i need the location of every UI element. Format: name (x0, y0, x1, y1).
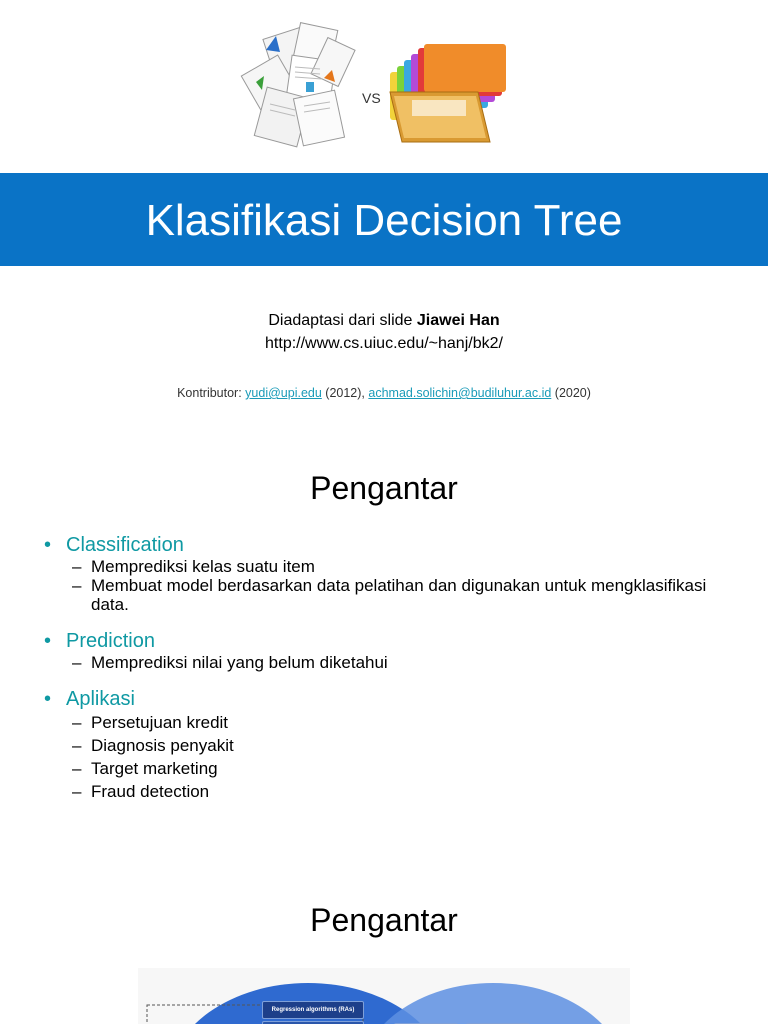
intro-slide-2 (0, 864, 768, 1024)
contributors-line (0, 385, 768, 401)
contributor-year-2: (2020) (551, 386, 591, 400)
venn-shapes (138, 968, 630, 1024)
source-url: http://www.cs.uiuc.edu/~hanj/bk2/ (265, 335, 503, 352)
sub-item: – Target marketing (72, 759, 218, 778)
vs-label: VS (362, 90, 381, 106)
sub-item: – Diagnosis penyakit (72, 736, 234, 755)
regression-algorithms-box: Regression algorithms (RAs) (262, 1001, 364, 1019)
slide-title: Pengantar (310, 902, 458, 938)
adapted-author: Jiawei Han (416, 312, 500, 329)
bullet-label: Classification (66, 534, 184, 556)
slide-title: Pengantar (310, 470, 458, 506)
presentation-title: Klasifikasi Decision Tree (145, 196, 623, 245)
title-slide (0, 0, 768, 432)
contributor-email-2[interactable]: achmad.solichin@budiluhur.ac.id (368, 386, 552, 400)
bullet-dot-icon: • (44, 688, 52, 710)
venn-diagram (138, 968, 630, 1024)
bullet-dot-icon: • (44, 630, 52, 652)
adapted-credit (0, 311, 768, 331)
bullet-prediction (44, 629, 734, 672)
contributor-year-1: (2012), (321, 386, 369, 400)
sub-item: – Membuat model berdasarkan data pelatihan dan digunakan untuk mengklasifikasi data. (72, 576, 707, 614)
intro-slide (0, 432, 768, 864)
contributors-label: Kontributor: (177, 386, 246, 400)
papers-vs-folders-image (240, 22, 510, 150)
sub-item: – Memprediksi kelas suatu item (72, 557, 315, 576)
sub-item: – Fraud detection (72, 782, 210, 801)
colored-folders-icon (390, 44, 506, 142)
bullet-list (44, 533, 734, 812)
adapted-prefix: Diadaptasi dari slide (268, 312, 417, 329)
title-banner (0, 173, 768, 266)
bullet-label: Aplikasi (66, 688, 135, 710)
scattered-papers-icon (241, 23, 355, 147)
bullet-label: Prediction (66, 630, 155, 652)
bullet-classification (44, 533, 734, 614)
sub-item: – Memprediksi nilai yang belum diketahui (72, 653, 388, 672)
contributor-email-1[interactable]: yudi@upi.edu (245, 386, 322, 400)
bullet-aplikasi (44, 687, 734, 803)
bullet-dot-icon: • (44, 534, 52, 556)
sub-item: – Persetujuan kredit (72, 713, 229, 732)
